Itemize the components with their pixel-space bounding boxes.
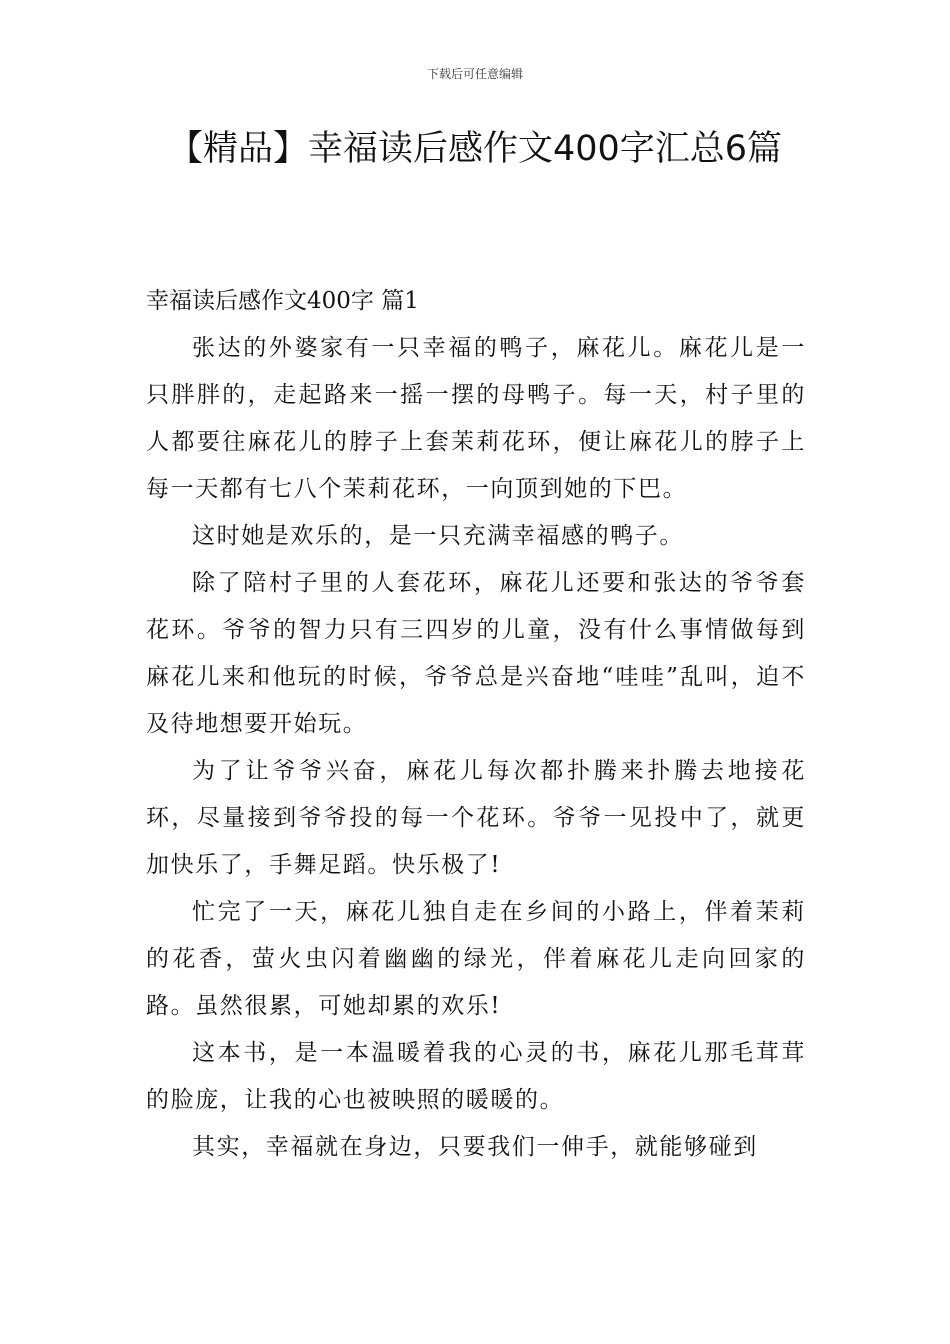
header-note: 下载后可任意编辑 bbox=[426, 67, 523, 81]
article-body bbox=[146, 278, 806, 1171]
paragraph-1: 张达的外婆家有一只幸福的鸭子，麻花儿。麻花儿是一只胖胖的，走起路来一摇一摆的母鸭子。每一天，村子里的人都要往麻花儿的脖子上套茉莉花环，便让麻花儿的脖子上每一天都有七八个茉莉花环，一向顶到她的下巴。 bbox=[146, 335, 806, 502]
paragraph-3: 除了陪村子里的人套花环，麻花儿还要和张达的爷爷套花环。爷爷的智力只有三四岁的儿童，没有什么事情做每到麻花儿来和他玩的时候，爷爷总是兴奋地“哇哇”乱叫，迫不及待地想要开始玩。 bbox=[146, 570, 806, 737]
paragraph-5: 忙完了一天，麻花儿独自走在乡间的小路上，伴着茉莉的花香，萤火虫闪着幽幽的绿光，伴着麻花儿走向回家的路。虽然很累，可她却累的欢乐! bbox=[146, 899, 806, 1019]
section-heading: 幸福读后感作文400字 篇1 bbox=[146, 288, 419, 314]
paragraph-6: 这本书，是一本温暖着我的心灵的书，麻花儿那毛茸茸的脸庞，让我的心也被映照的暖暖的。 bbox=[146, 1040, 806, 1113]
paragraph-7: 其实，幸福就在身边，只要我们一伸手，就能够碰到 bbox=[192, 1134, 758, 1160]
document-title: 【精品】幸福读后感作文400字汇总6篇 bbox=[167, 129, 783, 169]
paragraph-4: 为了让爷爷兴奋，麻花儿每次都扑腾来扑腾去地接花环，尽量接到爷爷投的每一个花环。爷爷一见投中了，就更加快乐了，手舞足蹈。快乐极了! bbox=[146, 758, 806, 878]
paragraph-2: 这时她是欢乐的，是一只充满幸福感的鸭子。 bbox=[192, 523, 684, 549]
